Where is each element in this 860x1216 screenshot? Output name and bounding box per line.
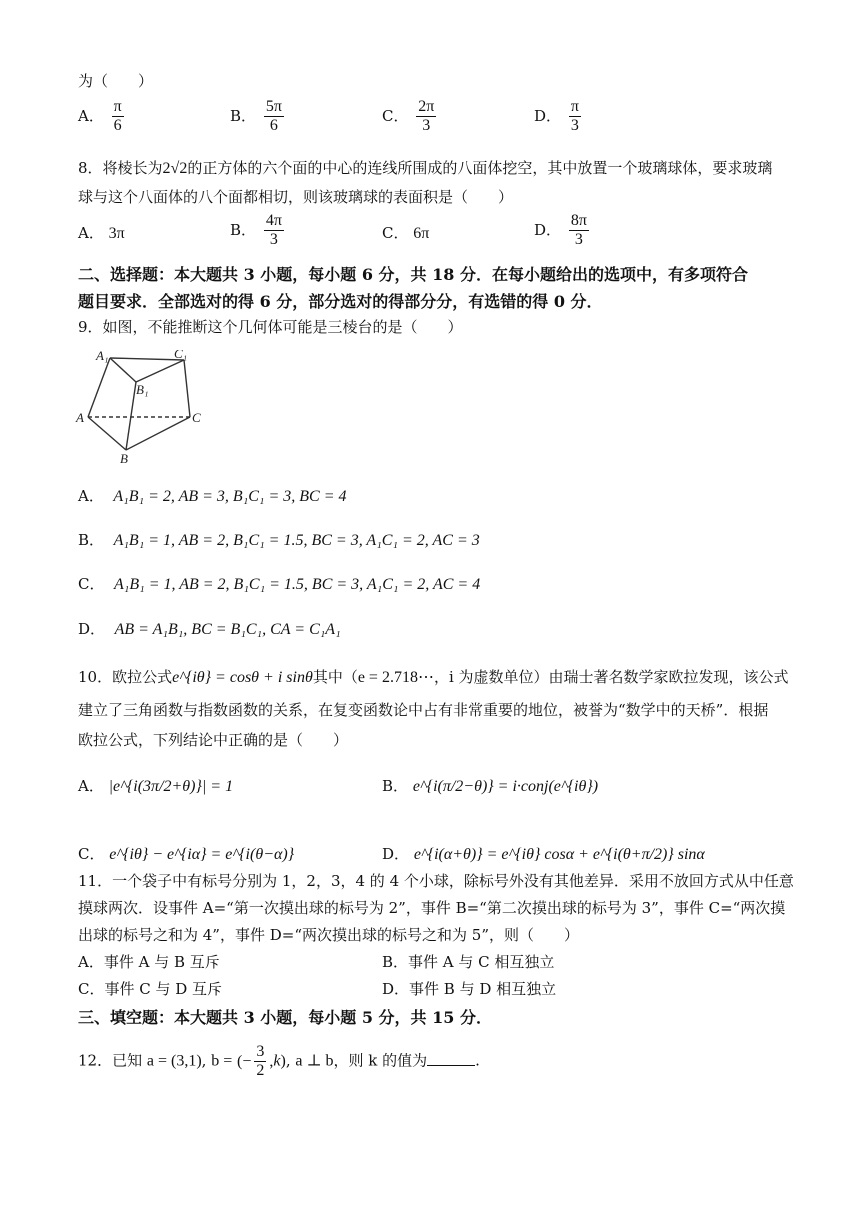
q12-line: 12．已知 a = (3,1), b = (− $\frac{3}{2}$ ,k), a ⊥ b，则 k 的值为 . xyxy=(78,1043,480,1080)
q9-option-c: C． A₁B₁ = 1, AB = 2, B₁C₁ = 1.5, BC = 3, A₁C₁ = 2, AC = 4 xyxy=(78,575,481,593)
edge-b1c1 xyxy=(136,360,184,382)
q9-stem: 9．如图，不能推断这个几何体可能是三棱台的是（ ） xyxy=(78,318,463,336)
label-c: C xyxy=(192,410,201,425)
edge-a1a xyxy=(88,358,110,417)
q7-option-b: B． $\frac{5\pi}{6}$ xyxy=(230,98,282,135)
q10-option-b: B． e^{i(π/2−θ)} = i·conj(e^{iθ}) xyxy=(382,777,599,795)
section-3-heading: 三、填空题：本大题共 3 小题，每小题 5 分，共 15 分． xyxy=(78,1008,492,1027)
q11-line-3: 出球的标号之和为 4”，事件 D=“两次摸出球的标号之和为 5”，则（ ） xyxy=(78,926,579,944)
edge-bc xyxy=(126,417,190,450)
q11-line-1: 11．一个袋子中有标号分别为 1，2，3，4 的 4 个小球，除标号外没有其他差异．采用不放回方式从中任意 xyxy=(78,872,794,890)
q10-option-d: D． e^{i(α+θ)} = e^{iθ} cosα + e^{i(θ+π/2)} sinα xyxy=(382,845,705,863)
q10-line-2: 建立了三角函数与指数函数的关系，在复变函数论中占有非常重要的地位，被誉为“数学中的天桥”．根据 xyxy=(78,701,769,719)
label-b: B xyxy=(120,451,128,465)
q8-option-c: C． 6π xyxy=(382,224,430,242)
q12-answer-blank[interactable] xyxy=(427,1051,475,1066)
q11-option-b: B．事件 A 与 C 相互独立 xyxy=(382,953,555,971)
q11-option-a: A．事件 A 与 B 互斥 xyxy=(78,953,220,971)
label-a1: A₁ xyxy=(96,350,109,363)
q8-option-a: A． 3π xyxy=(78,224,125,242)
edge-a1c1 xyxy=(110,358,184,360)
edge-a1b1 xyxy=(110,358,136,382)
q10-option-c: C． e^{iθ} − e^{iα} = e^{i(θ−α)} xyxy=(78,845,295,863)
q7-option-d: D． $\frac{\pi}{3}$ xyxy=(534,98,579,135)
edge-b1b xyxy=(126,382,136,450)
q8-line-1: 8．将棱长为2√2的正方体的六个面的中心的连线所围成的八面体挖空，其中放置一个玻璃球体，要求玻璃 xyxy=(78,159,773,177)
q11-option-c: C．事件 C 与 D 互斥 xyxy=(78,980,223,998)
label-a: A xyxy=(76,410,84,425)
label-c1: C₁ xyxy=(174,350,188,361)
q7-option-a: A． $\frac{\pi}{6}$ xyxy=(78,98,122,135)
section-2-heading-line-1: 二、选择题：本大题共 3 小题，每小题 6 分，共 18 分．在每小题给出的选项中，有多项符合 xyxy=(78,265,748,284)
q8-line-2: 球与这个八面体的八个面都相切，则该玻璃球的表面积是（ ） xyxy=(78,188,514,206)
q8-option-b: B． $\frac{4\pi}{3}$ xyxy=(230,212,282,249)
q7-tail: 为（ ） xyxy=(78,72,154,90)
q11-line-2: 摸球两次．设事件 A=“第一次摸出球的标号为 2”，事件 B=“第二次摸出球的标号为 3”，事件 C=“两次摸 xyxy=(78,899,786,917)
section-2-heading-line-2: 题目要求．全部选对的得 6 分，部分选对的得部分分，有选错的得 0 分． xyxy=(78,292,603,311)
q9-option-a: A． A₁B₁ = 2, AB = 3, B₁C₁ = 3, BC = 4 xyxy=(78,487,347,505)
q9-option-b: B． A₁B₁ = 1, AB = 2, B₁C₁ = 1.5, BC = 3, A₁C₁ = 2, AC = 3 xyxy=(78,531,480,549)
q10-line-3: 欧拉公式，下列结论中正确的是（ ） xyxy=(78,731,349,749)
edge-ab xyxy=(88,417,126,450)
q7-option-c: C． $\frac{2\pi}{3}$ xyxy=(382,98,435,135)
q10-line-1: 10．欧拉公式e^{iθ} = cosθ + i sinθ其中（e = 2.718⋯，i 为虚数单位）由瑞士著名数学家欧拉发现，该公式 xyxy=(78,668,789,686)
q10-option-a: A． |e^{i(3π/2+θ)}| = 1 xyxy=(78,777,234,795)
edge-c1c xyxy=(184,360,190,417)
label-b1: B₁ xyxy=(136,382,149,397)
frustum-diagram xyxy=(72,350,212,465)
q8-option-d: D． $\frac{8\pi}{3}$ xyxy=(534,212,587,249)
frustum-figure xyxy=(72,350,212,465)
q11-option-d: D．事件 B 与 D 相互独立 xyxy=(382,980,557,998)
q9-option-d: D． AB = A₁B₁, BC = B₁C₁, CA = C₁A₁ xyxy=(78,620,341,638)
